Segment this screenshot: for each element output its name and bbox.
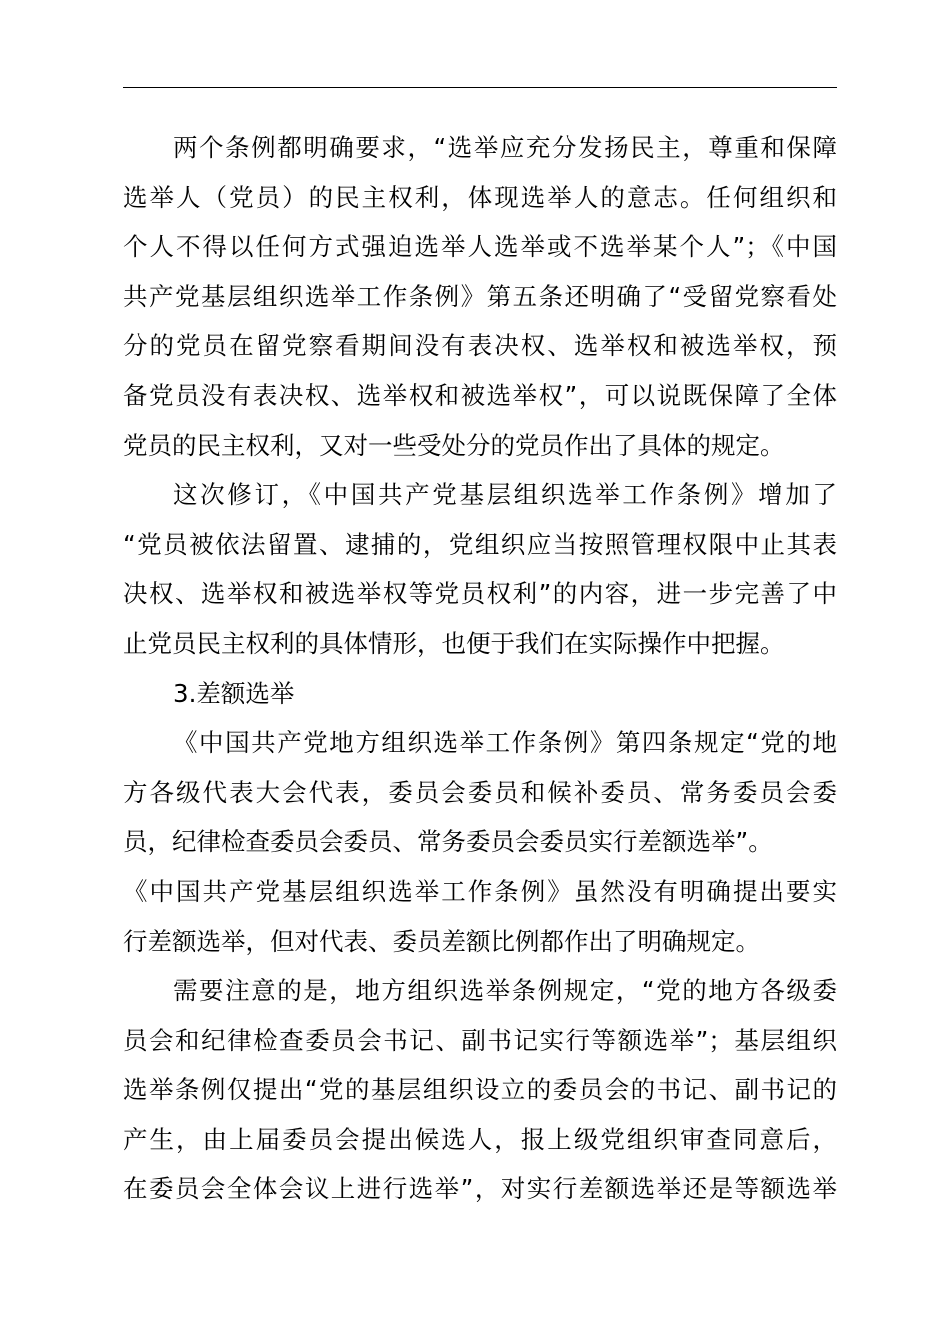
text-line: 需要注意的是，地方组织选举条例规定，“党的地方各级委 (173, 976, 837, 1006)
text-line: 方各级代表大会代表，委员会委员和候补委员、常务委员会委 (123, 777, 837, 807)
text-line: 员，纪律检查委员会委员、常务委员会委员实行差额选举”。 (123, 827, 773, 857)
text-line: 党员的民主权利，又对一些受处分的党员作出了具体的规定。 (123, 430, 785, 460)
text-line: 止党员民主权利的具体情形，也便于我们在实际操作中把握。 (123, 628, 785, 658)
paragraph-differential-election (123, 718, 837, 966)
text-line: “党员被依法留置、逮捕的，党组织应当按照管理权限中止其表 (123, 529, 837, 559)
text-line: 产生，由上届委员会提出候选人，报上级党组织审查同意后， (123, 1124, 837, 1154)
text-line: 选举人（党员）的民主权利，体现选举人的意志。任何组织和 (123, 182, 837, 212)
text-line: 员会和纪律检查委员会书记、副书记实行等额选举”；基层组织 (123, 1025, 837, 1055)
text-line: 备党员没有表决权、选举权和被选举权”，可以说既保障了全体 (123, 380, 837, 410)
header-rule (123, 87, 837, 88)
text-line: 行差额选举，但对代表、委员差额比例都作出了明确规定。 (123, 926, 760, 956)
text-line: 分的党员在留党察看期间没有表决权、选举权和被选举权，预 (123, 331, 837, 361)
text-line: 选举条例仅提出“党的基层组织设立的委员会的书记、副书记的 (123, 1075, 837, 1105)
paragraph-revision (123, 470, 837, 668)
text-line: 《中国共产党地方组织选举工作条例》第四条规定“党的地 (173, 728, 837, 758)
text-line: 在委员会全体会议上进行选举”，对实行差额选举还是等额选举 (123, 1174, 837, 1204)
paragraph-note (123, 966, 837, 1214)
text-line: 决权、选举权和被选举权等党员权利”的内容，进一步完善了中 (123, 579, 837, 609)
section-heading: 3.差额选举 (173, 678, 295, 708)
text-line: 这次修订，《中国共产党基层组织选举工作条例》增加了 (173, 480, 837, 510)
text-line: 个人不得以任何方式强迫选举人选举或不选举某个人”；《中国 (123, 232, 837, 262)
text-line: 《中国共产党基层组织选举工作条例》虽然没有明确提出要实 (123, 876, 837, 906)
document-body (123, 123, 837, 1214)
paragraph-democratic-rights (123, 123, 837, 470)
text-line: 共产党基层组织选举工作条例》第五条还明确了“受留党察看处 (123, 281, 837, 311)
text-line: 两个条例都明确要求，“选举应充分发扬民主，尊重和保障 (173, 133, 837, 162)
